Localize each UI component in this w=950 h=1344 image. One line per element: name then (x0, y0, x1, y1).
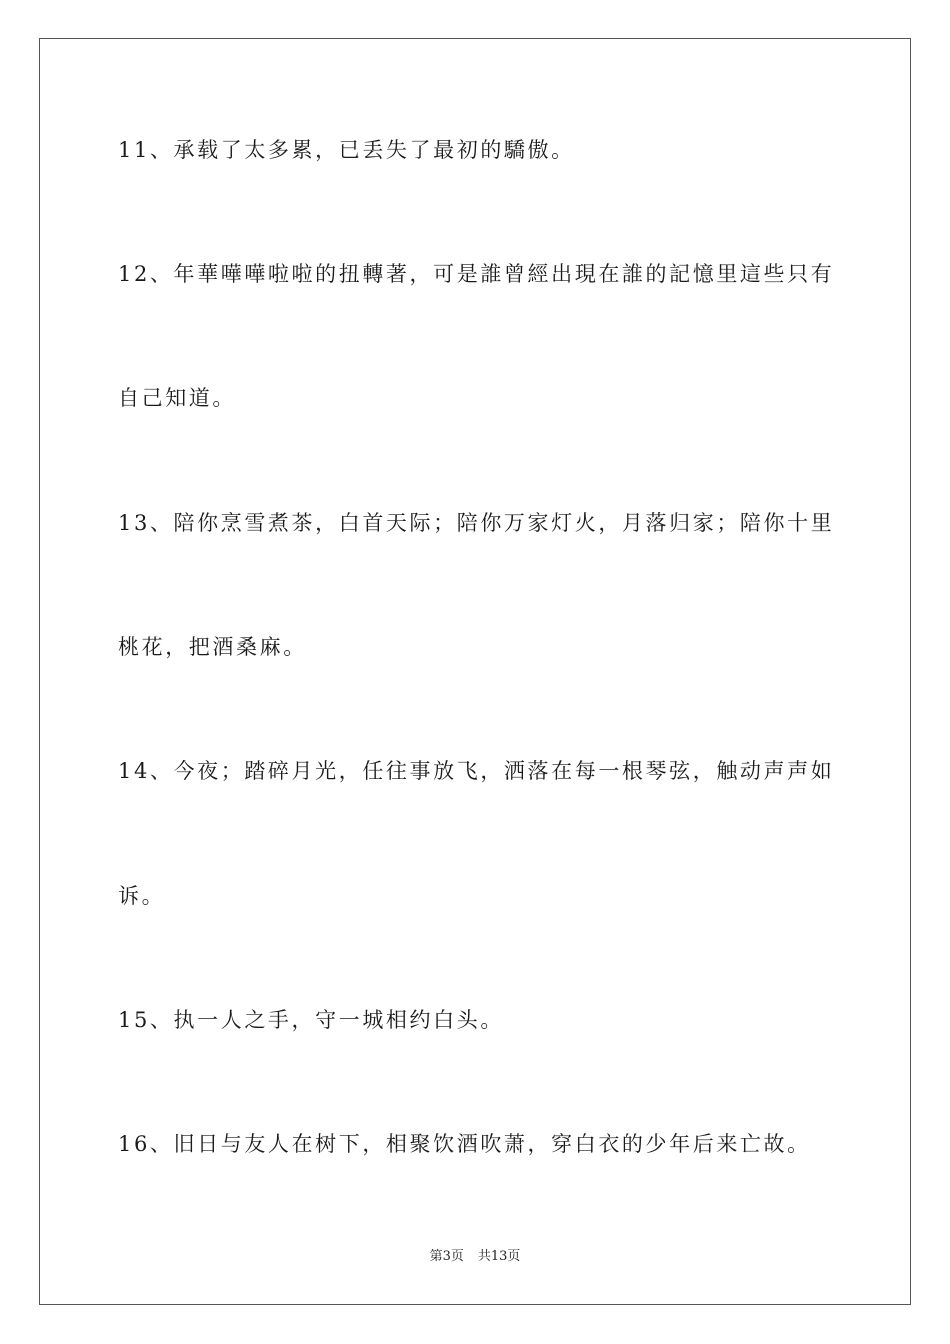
text-line: 15、执一人之手，守一城相约白头。 (118, 1008, 504, 1032)
page-number: 第3页 (429, 1249, 464, 1264)
page-total: 共13页 (477, 1249, 521, 1264)
page-border (39, 38, 911, 1305)
text-line: 12、年華嘩嘩啦啦的扭轉著，可是誰曾經出現在誰的記憶里這些只有 (118, 262, 835, 286)
text-line: 16、旧日与友人在树下，相聚饮酒吹萧，穿白衣的少年后来亡故。 (118, 1132, 811, 1156)
text-line: 桃花，把酒桑麻。 (118, 635, 307, 659)
text-line: 13、陪你烹雪煮茶，白首天际；陪你万家灯火，月落归家；陪你十里 (118, 511, 835, 535)
text-line: 诉。 (118, 884, 166, 908)
text-line: 11、承载了太多累，已丢失了最初的驕傲。 (118, 138, 575, 162)
page-footer (0, 1250, 950, 1263)
text-line: 自己知道。 (118, 386, 236, 410)
text-line: 14、今夜；踏碎月光，任往事放飞，洒落在每一根琴弦，触动声声如 (118, 759, 835, 783)
